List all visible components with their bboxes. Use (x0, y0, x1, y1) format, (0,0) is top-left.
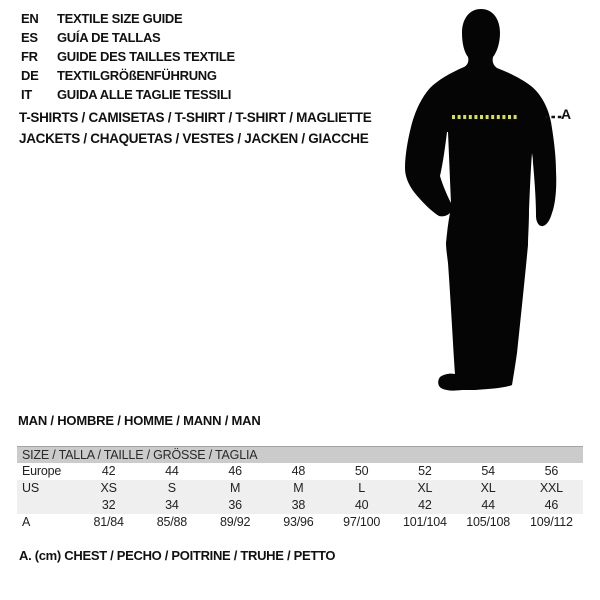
language-row (21, 85, 235, 104)
size-value-cell: 40 (354, 498, 369, 512)
language-code: IT (21, 87, 32, 102)
size-value-cell: 38 (291, 498, 306, 512)
size-value-cell: XXL (539, 481, 563, 495)
size-value-cell: 101/104 (402, 515, 447, 529)
size-table (17, 446, 583, 531)
table-row-numeric (17, 497, 583, 514)
size-table-header: SIZE / TALLA / TAILLE / GRÖSSE / TAGLIA (17, 446, 583, 463)
size-value-cell: M (293, 481, 304, 495)
man-silhouette-figure (400, 5, 580, 393)
language-code: DE (21, 68, 39, 83)
language-row (21, 47, 235, 66)
language-row (21, 9, 235, 28)
size-value-cell: S (167, 481, 176, 495)
row-label (17, 497, 77, 514)
size-value-cell: 44 (165, 464, 179, 478)
category-list (19, 107, 371, 149)
size-value-cell: 56 (544, 464, 559, 478)
size-value-cell: 105/108 (466, 515, 511, 529)
size-value-cell: 93/96 (283, 515, 314, 529)
language-label: GUIDA ALLE TAGLIE TESSILI (57, 87, 232, 102)
table-row-europe (17, 463, 583, 480)
size-value-cell: 44 (481, 498, 495, 512)
language-label: GUIDE DES TAILLES TEXTILE (57, 49, 235, 64)
size-value-cell: XS (100, 481, 117, 495)
size-value-cell: XL (480, 481, 496, 495)
size-value-cell: 52 (418, 464, 432, 478)
language-list (21, 9, 235, 104)
size-value-cell: 54 (481, 464, 495, 478)
category-tshirts: T-SHIRTS / CAMISETAS / T-SHIRT / T-SHIRT / MAGLIETTE (19, 110, 372, 125)
language-row (21, 28, 235, 47)
language-label: TEXTILE SIZE GUIDE (57, 11, 183, 26)
size-value-cell: 46 (544, 498, 559, 512)
man-silhouette-path (405, 9, 556, 391)
table-row-us (17, 480, 583, 497)
size-value-cell: M (230, 481, 241, 495)
size-value-cell: L (358, 481, 365, 495)
category-jackets: JACKETS / CHAQUETAS / VESTES / JACKEN / GIACCHE (19, 131, 369, 146)
size-value-cell: 48 (291, 464, 306, 478)
language-code: FR (21, 49, 38, 64)
size-value-cell: 32 (101, 498, 116, 512)
language-code: EN (21, 11, 39, 26)
size-value-cell: 97/100 (343, 515, 381, 529)
language-code: ES (21, 30, 38, 45)
size-value-cell: 42 (418, 498, 432, 512)
language-row (21, 66, 235, 85)
language-label: TEXTILGRÖßENFÜHRUNG (57, 68, 217, 83)
section-title-man: MAN / HOMBRE / HOMME / MANN / MAN (18, 413, 261, 428)
size-value-cell: 50 (354, 464, 369, 478)
size-value-cell: 34 (165, 498, 179, 512)
language-label: GUÍA DE TALLAS (57, 30, 161, 45)
size-value-cell: 36 (228, 498, 242, 512)
row-label: A (22, 515, 31, 529)
size-value-cell: 89/92 (219, 515, 251, 529)
size-value-cell: 109/112 (529, 515, 573, 529)
size-value-cell: XL (417, 481, 433, 495)
row-label: US (22, 481, 39, 495)
measurement-a-label: A (561, 106, 572, 122)
chest-footnote: A. (cm) CHEST / PECHO / POITRINE / TRUHE / PETTO (19, 548, 336, 563)
size-value-cell: 46 (228, 464, 242, 478)
table-row-chest-a (17, 514, 583, 531)
size-value-cell: 81/84 (93, 515, 124, 529)
man-silhouette-svg (400, 5, 580, 393)
row-label: Europe (22, 464, 62, 478)
size-value-cell: 42 (101, 464, 116, 478)
size-value-cell: 85/88 (156, 515, 188, 529)
